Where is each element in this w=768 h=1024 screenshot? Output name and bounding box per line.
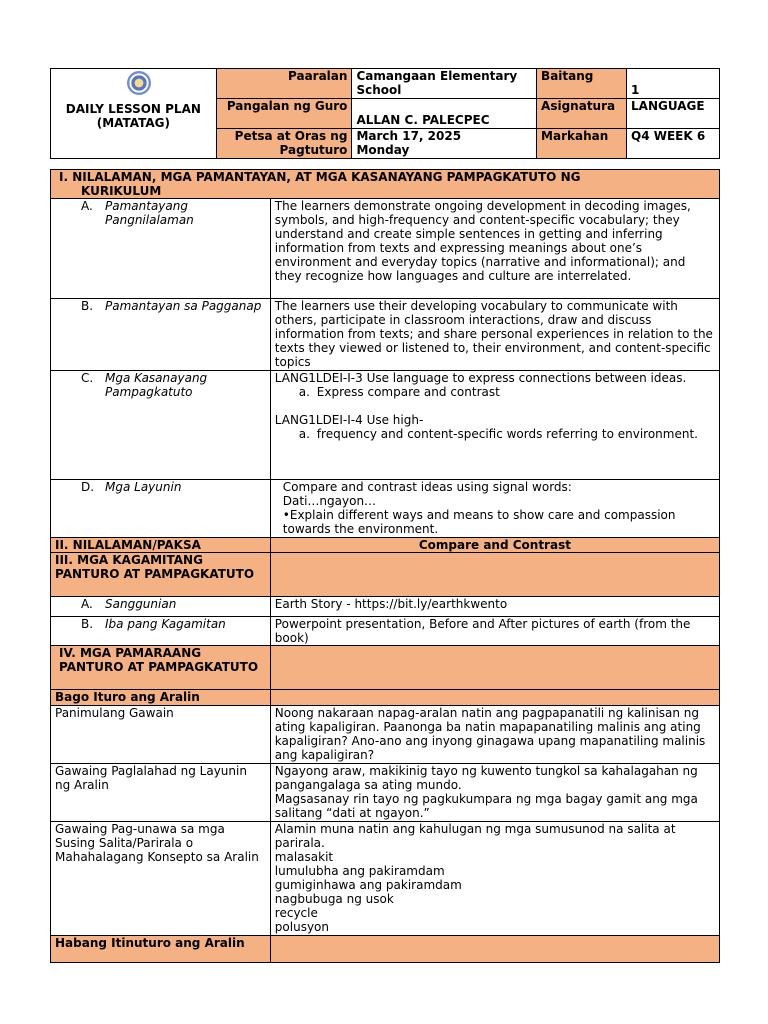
pamaraang-panturo-heading: IV. MGA PAMARAANG PANTURO AT PAMPAGKATUTO xyxy=(51,646,271,690)
markahan-value: Q4 WEEK 6 xyxy=(627,129,720,159)
pag-unawa-text: Alamin muna natin ang kahulugan ng mga sumusunod na salita at parirala. malasakit lumulubha ang pakiramdam gumiginhawa ang pakiramdam nagbubuga ng usok recycle polusyon xyxy=(270,822,719,936)
petsa-label: Petsa at Oras ng Pagtuturo xyxy=(216,129,352,159)
vocabulary-word: gumiginhawa ang pakiramdam xyxy=(274,878,462,892)
asignatura-value: LANGUAGE xyxy=(627,99,720,129)
iba-pang-kagamitan-label: B. Iba pang Kagamitan xyxy=(51,617,271,646)
lesson-plan-table xyxy=(50,169,720,963)
kagamitang-panturo-heading: III. MGA KAGAMITANG PANTURO AT PAMPAGKATUTO xyxy=(51,553,271,597)
paglalahad-label: Gawaing Paglalahad ng Layunin ng Aralin xyxy=(51,764,271,822)
mga-kasanayang-text: LANG1LDEI-I-3 Use language to express connections between ideas. a. Express compare and contrast LANG1LDEI-I-4 Use high- a. frequency and content-specific words referring to environment. xyxy=(270,371,719,480)
section-1-heading: I. NILALAMAN, MGA PAMANTAYAN, AT MGA KASANAYANG PAMPAGKATUTO NG KURIKULUM xyxy=(51,170,720,199)
baitang-value: 1 xyxy=(627,69,720,99)
vocabulary-word: malasakit xyxy=(274,850,334,864)
sanggunian-label: A. Sanggunian xyxy=(51,597,271,617)
sanggunian-value: Earth Story - https://bit.ly/earthkwento xyxy=(270,597,719,617)
vocabulary-word: lumulubha ang pakiramdam xyxy=(274,864,445,878)
pamaraang-panturo-blank xyxy=(270,646,719,690)
plan-title xyxy=(51,69,217,159)
panimulang-gawain-text: Noong nakaraan napag-aralan natin ang pagpapanatili ng kalinisan ng ating kapaligiran. Paanonga ba natin mapapanatiling malinis ang ating kapaligiran? Ano-ano ang inyong ginagawa upang mapanatiling malinis ang kapaligiran? xyxy=(270,706,719,764)
title-line-1: DAILY LESSON PLAN xyxy=(65,101,201,116)
pamantayang-pangnilalaman-label: A. Pamantayang Pangnilalaman xyxy=(51,199,271,299)
nilalaman-paksa-value: Compare and Contrast xyxy=(270,538,719,553)
habang-itinuturo-blank xyxy=(270,936,719,963)
mga-kasanayang-label: C. Mga Kasanayang Pampagkatuto xyxy=(51,371,271,480)
deped-seal-logo xyxy=(127,71,151,95)
guro-value: ALLAN C. PALECPEC xyxy=(352,99,537,129)
petsa-value: March 17, 2025 Monday xyxy=(352,129,537,159)
guro-label: Pangalan ng Guro xyxy=(216,99,352,129)
baitang-label: Baitang xyxy=(537,69,627,99)
paaralan-label: Paaralan xyxy=(216,69,352,99)
pamantayan-sa-pagganap-text: The learners use their developing vocabulary to communicate with others, participate in classroom interactions, draw and discuss information from texts; and share personal experiences in relation to the texts they viewed or listened to, their environment, and content-specific topics xyxy=(270,299,719,371)
kagamitang-panturo-blank xyxy=(270,553,719,597)
vocabulary-word: nagbubuga ng usok xyxy=(274,892,394,906)
vocabulary-word: polusyon xyxy=(274,920,329,934)
iba-pang-kagamitan-value: Powerpoint presentation, Before and After pictures of earth (from the book) xyxy=(270,617,719,646)
vocabulary-word: recycle xyxy=(274,906,318,920)
asignatura-label: Asignatura xyxy=(537,99,627,129)
habang-itinuturo-heading: Habang Itinuturo ang Aralin xyxy=(51,936,271,963)
mga-layunin-label: D. Mga Layunin xyxy=(51,480,271,538)
bago-ituro-heading: Bago Ituro ang Aralin xyxy=(51,690,271,706)
pamantayang-pangnilalaman-text: The learners demonstrate ongoing development in decoding images, symbols, and high-frequency and content-specific vocabulary; they understand and create simple sentences in getting and inferring information from texts and expressing meanings about one’s environment and everyday topics (narrative and informational); and they recognize how languages and culture are interrelated. xyxy=(270,199,719,299)
mga-layunin-text: Compare and contrast ideas using signal words: Dati…ngayon… •Explain different ways and means to show care and compassion towards the environment. xyxy=(270,480,719,538)
bago-ituro-blank xyxy=(270,690,719,706)
paglalahad-text: Ngayong araw, makikinig tayo ng kuwento tungkol sa kahalagahan ng pangangalaga sa ating mundo. Magsasanay rin tayo ng pagkukumpara ng mga bagay gamit ang mga salitang “dati at ngayon.” xyxy=(270,764,719,822)
nilalaman-paksa-label: II. NILALAMAN/PAKSA xyxy=(51,538,271,553)
title-line-2: (MATATAG) xyxy=(96,115,170,130)
panimulang-gawain-label: Panimulang Gawain xyxy=(51,706,271,764)
pag-unawa-label: Gawaing Pag-unawa sa mga Susing Salita/Parirala o Mahahalagang Konsepto sa Aralin xyxy=(51,822,271,936)
markahan-label: Markahan xyxy=(537,129,627,159)
paaralan-value: Camangaan Elementary School xyxy=(352,69,537,99)
pamantayan-sa-pagganap-label: B. Pamantayan sa Pagganap xyxy=(51,299,271,371)
header-table xyxy=(50,68,720,159)
